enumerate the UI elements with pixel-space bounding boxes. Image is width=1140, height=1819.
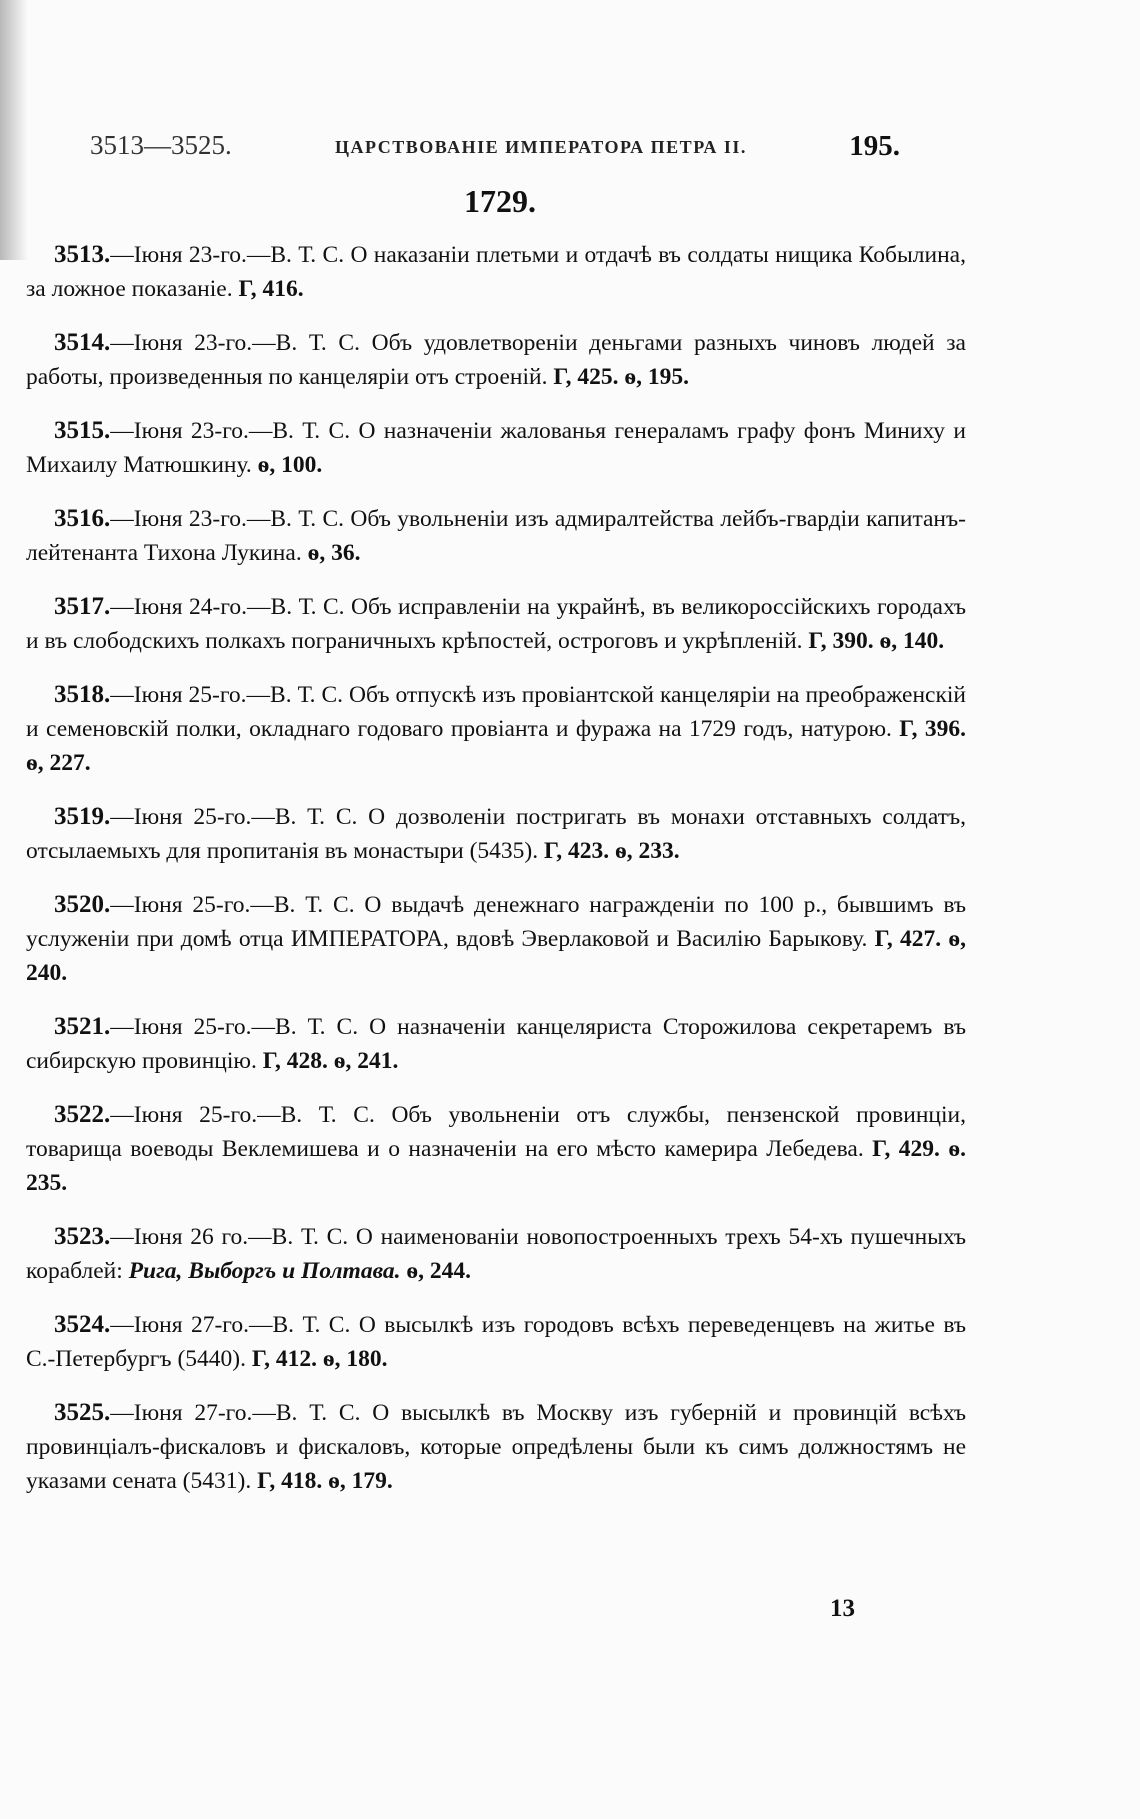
entry: [26, 1308, 966, 1376]
entry-number: 3521.: [54, 1013, 111, 1040]
page-number: 195.: [849, 130, 900, 162]
entry-number: 3523.: [54, 1223, 111, 1250]
entry-number: 3518.: [54, 681, 111, 708]
entries-list: [26, 238, 966, 1518]
entry-reference: ѳ, 36.: [307, 540, 361, 566]
entry: [26, 1396, 966, 1498]
entry-reference: ѳ, 100.: [257, 452, 323, 478]
entry: [26, 326, 966, 394]
entry-number: 3516.: [54, 505, 111, 532]
entry-text: —Іюня 23-го.—В. Т. С. О наказаніи плетьми и отдачѣ въ солдаты нищика Кобылина, за ложное показаніе.: [26, 242, 966, 302]
entry-number: 3517.: [54, 593, 111, 620]
year-heading: 1729.: [464, 183, 536, 219]
entry-text: —Іюня 23-го.—В. Т. С. О назначеніи жалованья генераламъ графу фонъ Миниху и Михаилу Матюшкину.: [26, 418, 966, 478]
entry: [26, 414, 966, 482]
entry-reference: Г, 427. ѳ, 240.: [26, 926, 966, 986]
entry-number: 3513.: [54, 241, 111, 268]
entry-number: 3515.: [54, 417, 111, 444]
entry-reference: Г, 428. ѳ, 241.: [262, 1048, 399, 1074]
entry-reference: Г, 412. ѳ, 180.: [251, 1346, 388, 1372]
entry-reference: Г, 425. ѳ, 195.: [553, 364, 690, 390]
entry-reference: ѳ, 244.: [406, 1258, 472, 1284]
ship-names: Рига, Выборгъ и Полтава.: [128, 1258, 401, 1284]
entry-text: —Іюня 26 го.—В. Т. С. О наименованіи новопостроенныхъ трехъ 54-хъ пушечныхъ кораблей:: [26, 1224, 966, 1284]
entry-number: 3524.: [54, 1311, 111, 1338]
entry: [26, 800, 966, 868]
entry: [26, 590, 966, 658]
signature-mark: 13: [830, 1595, 855, 1622]
entry-text: —Іюня 25-го.—В. Т. С. О назначеніи канцеляриста Сторожилова секретаремъ въ сибирскую провинцію.: [26, 1014, 966, 1074]
entry-text: —Іюня 27-го.—В. Т. С. О высылкѣ въ Москву изъ губерній и провинцій всѣхъ провинціалъ-фискаловъ и фискаловъ, которые опредѣлены были къ симъ должностямъ не указами сената (5431).: [26, 1400, 966, 1494]
entry: [26, 888, 966, 990]
entry: [26, 238, 966, 306]
entry-reference: Г, 396. ѳ, 227.: [26, 716, 966, 776]
entry-reference: Г, 423. ѳ, 233.: [543, 838, 680, 864]
entry: [26, 1098, 966, 1200]
entry: [26, 678, 966, 780]
entry: [26, 1220, 966, 1288]
entry: [26, 502, 966, 570]
entry-reference: Г, 390. ѳ, 140.: [808, 628, 945, 654]
entry-text: —Іюня 25-го.—В. Т. С. Объ увольненіи отъ службы, пензенской провинціи, товарища воеводы Веклемишева и о назначеніи на его мѣсто камерира Лебедева.: [26, 1102, 966, 1162]
entry-reference: Г, 418. ѳ, 179.: [257, 1468, 393, 1494]
entry: [26, 1010, 966, 1078]
entry-number: 3519.: [54, 803, 111, 830]
page-header: [90, 130, 900, 170]
entry-text: —Іюня 27-го.—В. Т. С. О высылкѣ изъ городовъ всѣхъ переведенцевъ на житье въ С.-Петербургъ (5440).: [26, 1312, 966, 1372]
entry-reference: Г, 416.: [238, 276, 304, 302]
entry-number: 3514.: [54, 329, 111, 356]
entry-text: —Іюня 25-го.—В. Т. С. О дозволеніи постригать въ монахи отставныхъ солдатъ, отсылаемыхъ для пропитанія въ монастыри (5435).: [26, 804, 966, 864]
entry-text: —Іюня 23-го.—В. Т. С. Объ удовлетвореніи деньгами разныхъ чиновъ людей за работы, произведенныя по канцеляріи отъ строеній.: [26, 330, 966, 390]
page-edge-shadow: [0, 0, 28, 260]
entry-number: 3520.: [54, 891, 111, 918]
entry-text: —Іюня 23-го.—В. Т. С. Объ увольненіи изъ адмиралтейства лейбъ-гвардіи капитанъ-лейтенанта Тихона Лукина.: [26, 506, 966, 566]
entry-number: 3522.: [54, 1101, 111, 1128]
entry-reference: Г, 429. ѳ. 235.: [26, 1136, 966, 1196]
entry-number: 3525.: [54, 1399, 111, 1426]
entry-text: —Іюня 25-го.—В. Т. С. Объ отпускѣ изъ провіантской канцеляріи на преображенскій и семеновскій полки, окладнаго годоваго провіанта и фуража на 1729 годъ, натурою.: [26, 682, 966, 742]
entry-range: 3513—3525.: [90, 130, 232, 160]
running-title: ЦАРСТВОВАНІЕ ИМПЕРАТОРА ПЕТРА II.: [335, 137, 747, 157]
entry-text: —Іюня 24-го.—В. Т. С. Объ исправленіи на украйнѣ, въ великороссійскихъ городахъ и въ слободскихъ полкахъ пограничныхъ крѣпостей, остроговъ и укрѣпленій.: [26, 594, 966, 654]
entry-text: —Іюня 25-го.—В. Т. С. О выдачѣ денежнаго награжденіи по 100 р., бывшимъ въ услуженіи при домѣ отца ИМПЕРАТОРА, вдовѣ Эверлаковой и Василію Барыкову.: [26, 892, 966, 952]
